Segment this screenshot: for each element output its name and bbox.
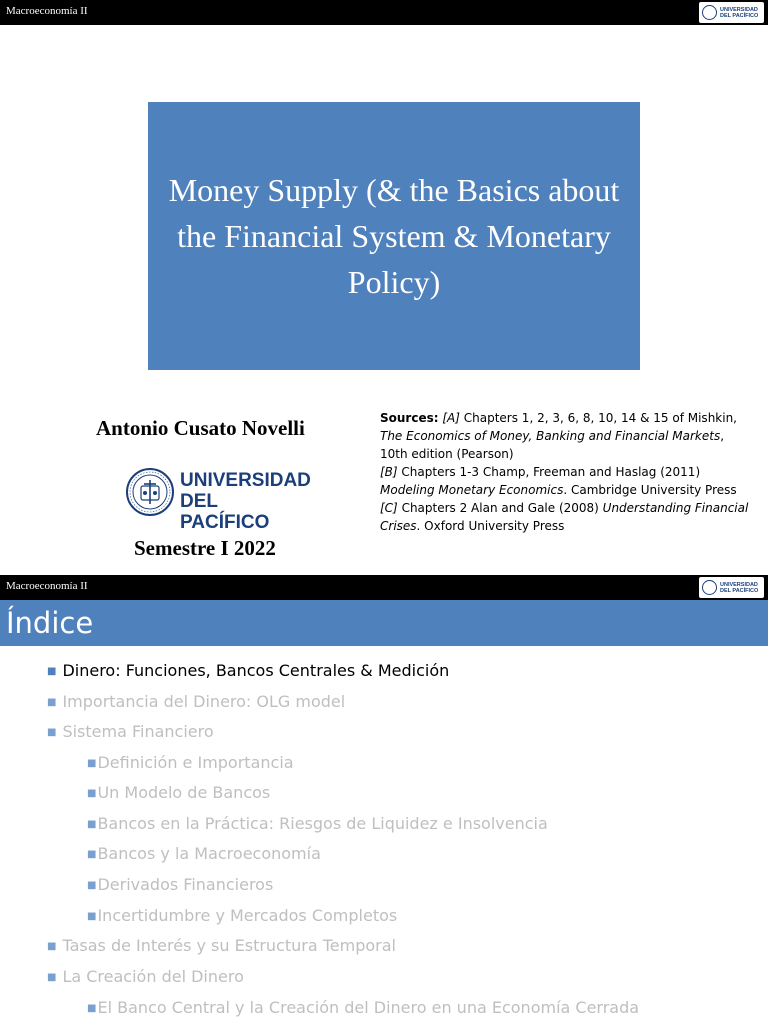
bullet-icon: ■ xyxy=(47,941,57,952)
university-seal-icon xyxy=(702,5,717,20)
source-a-edition: 10th edition (Pearson) xyxy=(380,447,514,461)
index-item: ■ Tasas de Interés y su Estructura Temporal xyxy=(47,936,396,955)
university-logo xyxy=(126,462,312,533)
title-box xyxy=(148,102,640,370)
index-item: ■ La Creación del Dinero xyxy=(47,967,244,986)
presentation-title: Money Supply (& the Basics about the Financial System & Monetary Policy) xyxy=(168,172,620,300)
index-slide xyxy=(0,575,768,1024)
index-subitem: ■Derivados Financieros xyxy=(87,875,274,894)
logo-text-line1: UNIVERSIDAD xyxy=(720,581,758,588)
source-c-book: Crises xyxy=(380,519,417,533)
bullet-icon: ■ xyxy=(87,758,97,769)
logo-pacifico: DEL PACÍFICO xyxy=(180,491,270,533)
course-name: Macroeconomía II xyxy=(6,5,88,17)
university-logo-small xyxy=(699,577,764,598)
source-a-book: The Economics of Money, Banking and Financial Markets xyxy=(380,429,721,443)
bullet-icon: ■ xyxy=(87,1003,97,1014)
logo-university: UNIVERSIDAD xyxy=(180,470,311,491)
bullet-icon: ■ xyxy=(47,972,57,983)
slide-header xyxy=(0,0,768,25)
bullet-icon: ■ xyxy=(47,666,57,677)
university-seal-icon xyxy=(126,462,178,522)
logo-text-line2: DEL PACÍFICO xyxy=(720,587,759,594)
index-item: ■ Sistema Financiero xyxy=(47,722,214,741)
bullet-icon: ■ xyxy=(87,880,97,891)
index-subitem: ■Bancos en la Práctica: Riesgos de Liquidez e Insolvencia xyxy=(87,814,548,833)
slide-header xyxy=(0,575,768,600)
university-logo-small xyxy=(699,2,764,23)
index-heading: Índice xyxy=(6,606,94,640)
bullet-icon: ■ xyxy=(47,727,57,738)
sources-label: Sources: xyxy=(380,411,439,425)
bullet-icon: ■ xyxy=(47,697,57,708)
course-name: Macroeconomía II xyxy=(6,580,88,592)
index-subitem: ■Definición e Importancia xyxy=(87,753,294,772)
source-b-book: Modeling Monetary Economics xyxy=(380,483,564,497)
university-seal-icon xyxy=(702,580,717,595)
index-subitem: ■Bancos y la Macroeconomía xyxy=(87,844,321,863)
index-item: ■ Importancia del Dinero: OLG model xyxy=(47,692,346,711)
index-subitem: ■El Banco Central y la Creación del Dinero en una Economía Cerrada xyxy=(87,998,640,1017)
sources-block: Sources: [A] Chapters 1, 2, 3, 6, 8, 10, 14 & 15 of Mishkin, The Economics of Money, Banking and Financial Markets, 10th edition (Pearson) [B] Chapters 1-3 Champ, Freeman and Haslag (2011) Modeling Monetary Economics. Cambridge University Press [C] Chapters 2 Alan and Gale (2008) Understanding Financial Crises. Oxford University Press xyxy=(380,409,760,535)
bullet-icon: ■ xyxy=(87,911,97,922)
logo-text-line1: UNIVERSIDAD xyxy=(720,6,758,13)
index-subitem: ■Incertidumbre y Mercados Completos xyxy=(87,906,398,925)
index-subitem: ■Un Modelo de Bancos xyxy=(87,783,271,802)
source-b: Chapters 1-3 Champ, Freeman and Haslag (2011) xyxy=(397,465,701,479)
source-c: Chapters 2 Alan and Gale (2008) xyxy=(397,501,603,515)
semester-label: Semestre I 2022 xyxy=(134,536,276,560)
bullet-icon: ■ xyxy=(87,788,97,799)
author-name: Antonio Cusato Novelli xyxy=(96,416,305,440)
logo-text-line2: DEL PACÍFICO xyxy=(720,12,759,19)
index-heading-bar xyxy=(0,600,768,646)
bullet-icon: ■ xyxy=(87,819,97,830)
index-item: ■ Dinero: Funciones, Bancos Centrales & Medición xyxy=(47,661,450,680)
bullet-icon: ■ xyxy=(87,849,97,860)
